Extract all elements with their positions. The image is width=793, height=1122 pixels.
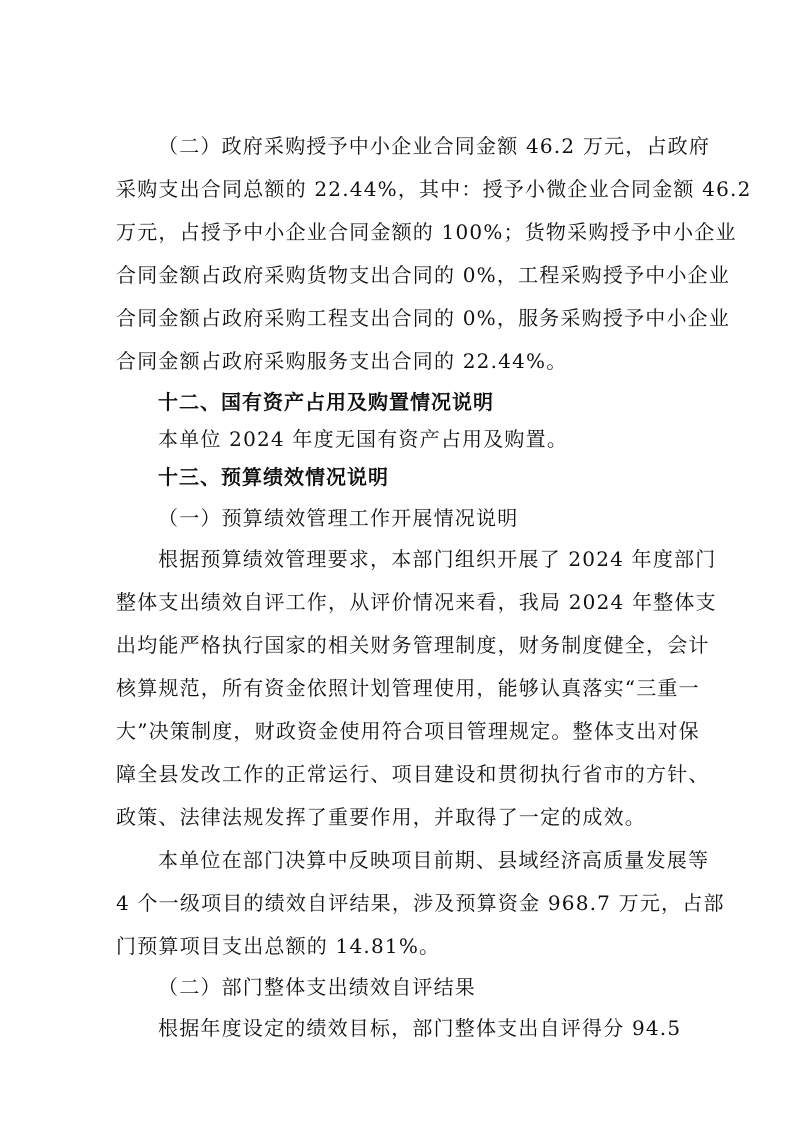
assets-paragraph: 本单位 2024 年度无国有资产占用及购置。 xyxy=(158,427,569,451)
section-heading-12: 十二、国有资产占用及购置情况说明 xyxy=(158,390,494,414)
score-paragraph: 根据年度设定的绩效目标，部门整体支出自评得分 94.5 xyxy=(158,1016,682,1040)
projects-line-2: 4 个一级项目的绩效自评结果，涉及预算资金 968.7 万元，占部 xyxy=(116,891,725,915)
performance-line-1: 根据预算绩效管理要求，本部门组织开展了 2024 年度部门 xyxy=(158,547,717,571)
section-heading-13: 十三、预算绩效情况说明 xyxy=(158,465,389,489)
procurement-line-2: 采购支出合同总额的 22.44%，其中：授予小微企业合同金额 46.2 xyxy=(116,177,752,201)
projects-line-3: 门预算项目支出总额的 14.81%。 xyxy=(116,934,441,958)
subsection-heading-2: （二）部门整体支出绩效自评结果 xyxy=(158,975,476,999)
subsection-heading-1: （一）预算绩效管理工作开展情况说明 xyxy=(158,506,519,530)
procurement-line-5: 合同金额占政府采购工程支出合同的 0%，服务采购授予中小企业 xyxy=(116,306,731,330)
performance-line-2: 整体支出绩效自评工作，从评价情况来看，我局 2024 年整体支 xyxy=(116,590,717,614)
procurement-line-1: （二）政府采购授予中小企业合同金额 46.2 万元，占政府 xyxy=(158,134,711,158)
performance-line-4: 核算规范，所有资金依照计划管理使用，能够认真落实“三重一 xyxy=(116,676,700,700)
procurement-line-3: 万元，占授予中小企业合同金额的 100%；货物采购授予中小企业 xyxy=(116,220,737,244)
performance-line-5: 大”决策制度，财政资金使用符合项目管理规定。整体支出对保 xyxy=(116,719,700,743)
performance-line-3: 出均能严格执行国家的相关财务管理制度，财务制度健全，会计 xyxy=(116,633,710,657)
projects-line-1: 本单位在部门决算中反映项目前期、县域经济高质量发展等 xyxy=(158,848,710,872)
performance-line-6: 障全县发改工作的正常运行、项目建设和贯彻执行省市的方针、 xyxy=(116,762,710,786)
procurement-line-4: 合同金额占政府采购货物支出合同的 0%，工程采购授予中小企业 xyxy=(116,263,731,287)
procurement-line-6: 合同金额占政府采购服务支出合同的 22.44%。 xyxy=(116,349,568,373)
performance-line-7: 政策、法律法规发挥了重要作用，并取得了一定的成效。 xyxy=(116,805,646,829)
